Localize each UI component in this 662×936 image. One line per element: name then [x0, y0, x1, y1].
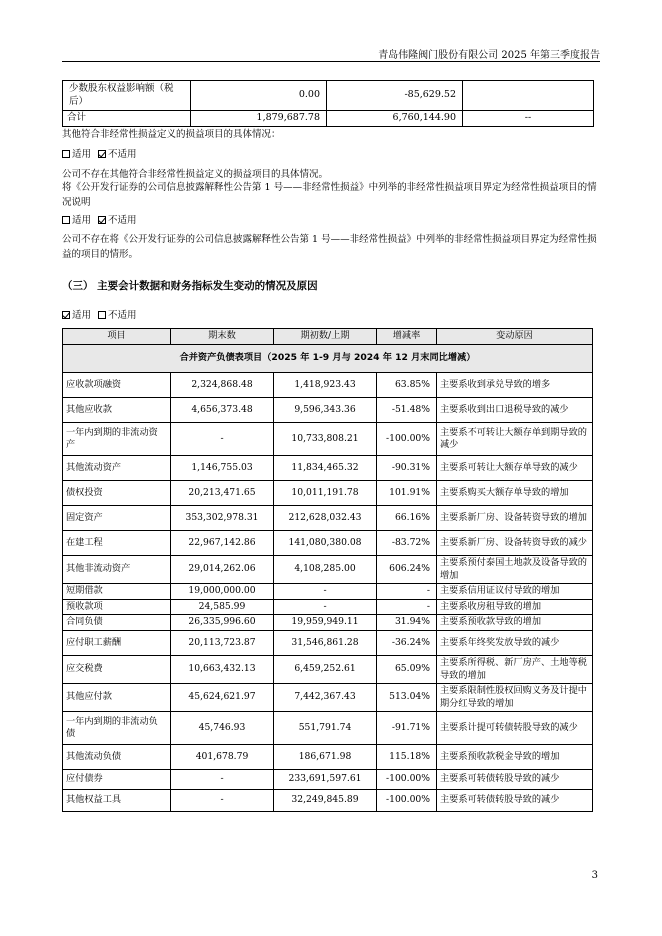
checkbox-checked-icon: [98, 150, 106, 158]
row-end-value: 20,113,723.87: [171, 631, 274, 656]
row-item: 应付职工薪酬: [63, 631, 171, 656]
row-begin-value: 551,791.74: [274, 712, 377, 745]
row-begin-value: 4,108,285.00: [274, 556, 377, 584]
row-item: 应收款项融资: [63, 373, 171, 398]
row-end-value: 10,663,432.13: [171, 656, 274, 684]
reclass-question: 将《公开发行证券的公司信息披露解释性公告第 1 号——非经常性损益》中列举的非经常性损益项目界定为经常性损益项目的情况说明: [62, 182, 597, 208]
row-item: 其他流动资产: [63, 456, 171, 481]
checkbox-unchecked-icon: [62, 150, 70, 158]
row-change-reason: 主要系收到承兑导致的增多: [437, 373, 593, 398]
row-change-rate: -83.72%: [377, 531, 437, 556]
option-applicable: 适用: [72, 310, 92, 321]
row-begin-value: 6,459,252.61: [274, 656, 377, 684]
row-end-value: 24,585.99: [171, 599, 274, 615]
row-change-rate: -100.00%: [377, 770, 437, 790]
row-change-rate: -90.31%: [377, 456, 437, 481]
row-end-value: 401,678.79: [171, 745, 274, 770]
row-change-reason: 主要系新厂房、设备转资导致的增加: [437, 506, 593, 531]
row-change-rate: 63.85%: [377, 373, 437, 398]
row-begin-value: 141,080,380.08: [274, 531, 377, 556]
row-end-value: 353,302,978.31: [171, 506, 274, 531]
table-row: [63, 398, 593, 423]
table-row: [63, 599, 593, 615]
row-end-value: -: [171, 790, 274, 812]
row-begin-value: 7,442,367.43: [274, 684, 377, 712]
checkbox-unchecked-icon: [98, 311, 106, 319]
other-items-question: 其他符合非经常性损益定义的损益项目的具体情况：: [62, 129, 281, 140]
reclass-statement: 公司不存在将《公开发行证券的公司信息披露解释性公告第 1 号——非经常性损益》中列举的非经常性损益项目界定为经常性损益的项目的情形。: [62, 234, 597, 260]
row-change-reason: 主要系年终奖发放导致的减少: [437, 631, 593, 656]
row-item: 固定资产: [63, 506, 171, 531]
row-item: 应交税费: [63, 656, 171, 684]
row-change-reason: 主要系预付泰国土地款及设备导致的增加: [437, 556, 593, 584]
row-change-rate: -: [377, 599, 437, 615]
table-row: [63, 712, 593, 745]
row-end-value: 2,324,868.48: [171, 373, 274, 398]
row-change-rate: 101.91%: [377, 481, 437, 506]
other-items-statement: 公司不存在其他符合非经常性损益定义的损益项目的具体情况。: [62, 169, 329, 180]
ytd-value: 6,760,144.90: [327, 111, 463, 127]
row-change-rate: -91.71%: [377, 712, 437, 745]
current-period-value: 1,879,687.78: [191, 111, 327, 127]
row-change-reason: 主要系预收款导致的增加: [437, 615, 593, 631]
row-begin-value: 1,418,923.43: [274, 373, 377, 398]
row-change-reason: 主要系可转让大额存单导致的减少: [437, 456, 593, 481]
reclass-options: [62, 214, 600, 229]
row-end-value: 45,624,621.97: [171, 684, 274, 712]
row-begin-value: 10,011,191.78: [274, 481, 377, 506]
row-end-value: 19,000,000.00: [171, 584, 274, 600]
table-row: [63, 684, 593, 712]
financial-change-table: [62, 328, 593, 812]
row-begin-value: 186,671.98: [274, 745, 377, 770]
row-begin-value: 19,959,949.11: [274, 615, 377, 631]
table-row: [63, 770, 593, 790]
row-end-value: 4,656,373.48: [171, 398, 274, 423]
row-change-rate: -51.48%: [377, 398, 437, 423]
row-change-reason: 主要系收到出口退税导致的减少: [437, 398, 593, 423]
page-number: 3: [591, 870, 598, 881]
table-row: [63, 423, 593, 456]
row-change-rate: -: [377, 584, 437, 600]
row-label: 少数股东权益影响额（税后）: [63, 81, 191, 111]
table-row: [63, 481, 593, 506]
row-item: 其他非流动资产: [63, 556, 171, 584]
row-begin-value: 9,596,343.36: [274, 398, 377, 423]
table-row: [63, 615, 593, 631]
row-change-reason: 主要系信用证议付导致的增加: [437, 584, 593, 600]
row-end-value: -: [171, 770, 274, 790]
option-not-applicable: 不适用: [108, 310, 137, 321]
row-change-reason: 主要系预收款税金导致的增加: [437, 745, 593, 770]
row-label: 合计: [63, 111, 191, 127]
row-change-rate: 31.94%: [377, 615, 437, 631]
option-not-applicable: 不适用: [108, 149, 137, 160]
table-row: [63, 531, 593, 556]
row-begin-value: 31,546,861.28: [274, 631, 377, 656]
row-change-rate: -36.24%: [377, 631, 437, 656]
row-change-rate: 66.16%: [377, 506, 437, 531]
other-items-options: [62, 148, 600, 163]
note-cell: --: [463, 111, 594, 127]
table-row: [63, 456, 593, 481]
row-change-reason: 主要系限制性股权回购义务及计提中期分红导致的增加: [437, 684, 593, 712]
row-end-value: 26,335,996.60: [171, 615, 274, 631]
row-change-reason: 主要系收房租导致的增加: [437, 599, 593, 615]
row-end-value: 1,146,755.03: [171, 456, 274, 481]
row-end-value: 45,746.93: [171, 712, 274, 745]
table-row: [63, 790, 593, 812]
table-row: [63, 556, 593, 584]
header-end: 期末数: [171, 329, 274, 345]
row-item: 一年内到期的非流动负债: [63, 712, 171, 745]
row-item: 其他应收款: [63, 398, 171, 423]
table-row: [63, 81, 594, 111]
section-options: [62, 309, 600, 324]
table-row: [63, 631, 593, 656]
row-item: 合同负债: [63, 615, 171, 631]
header-divider: [62, 61, 600, 62]
row-begin-value: 32,249,845.89: [274, 790, 377, 812]
row-end-value: 22,967,142.86: [171, 531, 274, 556]
checkbox-unchecked-icon: [62, 216, 70, 224]
table-row: [63, 745, 593, 770]
checkbox-checked-icon: [62, 311, 70, 319]
table-header-row: [63, 329, 593, 345]
row-begin-value: 10,733,808.21: [274, 423, 377, 456]
non-recurring-summary-table: [62, 80, 594, 127]
table-row: [63, 584, 593, 600]
row-change-rate: 65.09%: [377, 656, 437, 684]
group-title: 合并资产负债表项目（2025 年 1-9 月与 2024 年 12 月末同比增减）: [63, 345, 593, 373]
ytd-value: -85,629.52: [327, 81, 463, 111]
option-not-applicable: 不适用: [108, 215, 137, 226]
row-begin-value: 233,691,597.61: [274, 770, 377, 790]
row-change-reason: 主要系新厂房、设备转资导致的减少: [437, 531, 593, 556]
table-row: [63, 111, 594, 127]
row-end-value: 20,213,471.65: [171, 481, 274, 506]
header-item: 项目: [63, 329, 171, 345]
header-rate: 增减率: [377, 329, 437, 345]
row-item: 预收款项: [63, 599, 171, 615]
row-begin-value: 11,834,465.32: [274, 456, 377, 481]
table-row: [63, 373, 593, 398]
current-period-value: 0.00: [191, 81, 327, 111]
row-item: 其他流动负债: [63, 745, 171, 770]
table-row: [63, 656, 593, 684]
row-change-reason: 主要系购买大额存单导致的增加: [437, 481, 593, 506]
note-cell: [463, 81, 594, 111]
row-item: 应付债券: [63, 770, 171, 790]
option-applicable: 适用: [72, 215, 92, 226]
row-begin-value: -: [274, 599, 377, 615]
row-begin-value: -: [274, 584, 377, 600]
option-applicable: 适用: [72, 149, 92, 160]
checkbox-checked-icon: [98, 216, 106, 224]
row-begin-value: 212,628,032.43: [274, 506, 377, 531]
report-header-title: 青岛伟隆阀门股份有限公司 2025 年第三季度报告: [378, 50, 600, 61]
row-end-value: 29,014,262.06: [171, 556, 274, 584]
header-reason: 变动原因: [437, 329, 593, 345]
row-change-rate: -100.00%: [377, 423, 437, 456]
row-change-reason: 主要系计提可转债转股导致的减少: [437, 712, 593, 745]
row-item: 其他应付款: [63, 684, 171, 712]
row-item: 短期借款: [63, 584, 171, 600]
row-change-reason: 主要系可转债转股导致的减少: [437, 770, 593, 790]
row-change-rate: 606.24%: [377, 556, 437, 584]
table-row: [63, 506, 593, 531]
row-item: 债权投资: [63, 481, 171, 506]
header-begin: 期初数/上期: [274, 329, 377, 345]
row-end-value: -: [171, 423, 274, 456]
row-change-reason: 主要系可转债转股导致的减少: [437, 790, 593, 812]
row-change-rate: 115.18%: [377, 745, 437, 770]
row-change-rate: 513.04%: [377, 684, 437, 712]
row-item: 一年内到期的非流动资产: [63, 423, 171, 456]
row-change-rate: -100.00%: [377, 790, 437, 812]
group-title-row: [63, 345, 593, 373]
row-change-reason: 主要系不可转让大额存单到期导致的减少: [437, 423, 593, 456]
row-item: 其他权益工具: [63, 790, 171, 812]
section-heading: （三） 主要会计数据和财务指标发生变动的情况及原因: [62, 280, 318, 292]
row-change-reason: 主要系所得税、新厂房产、土地等税导致的增加: [437, 656, 593, 684]
row-item: 在建工程: [63, 531, 171, 556]
